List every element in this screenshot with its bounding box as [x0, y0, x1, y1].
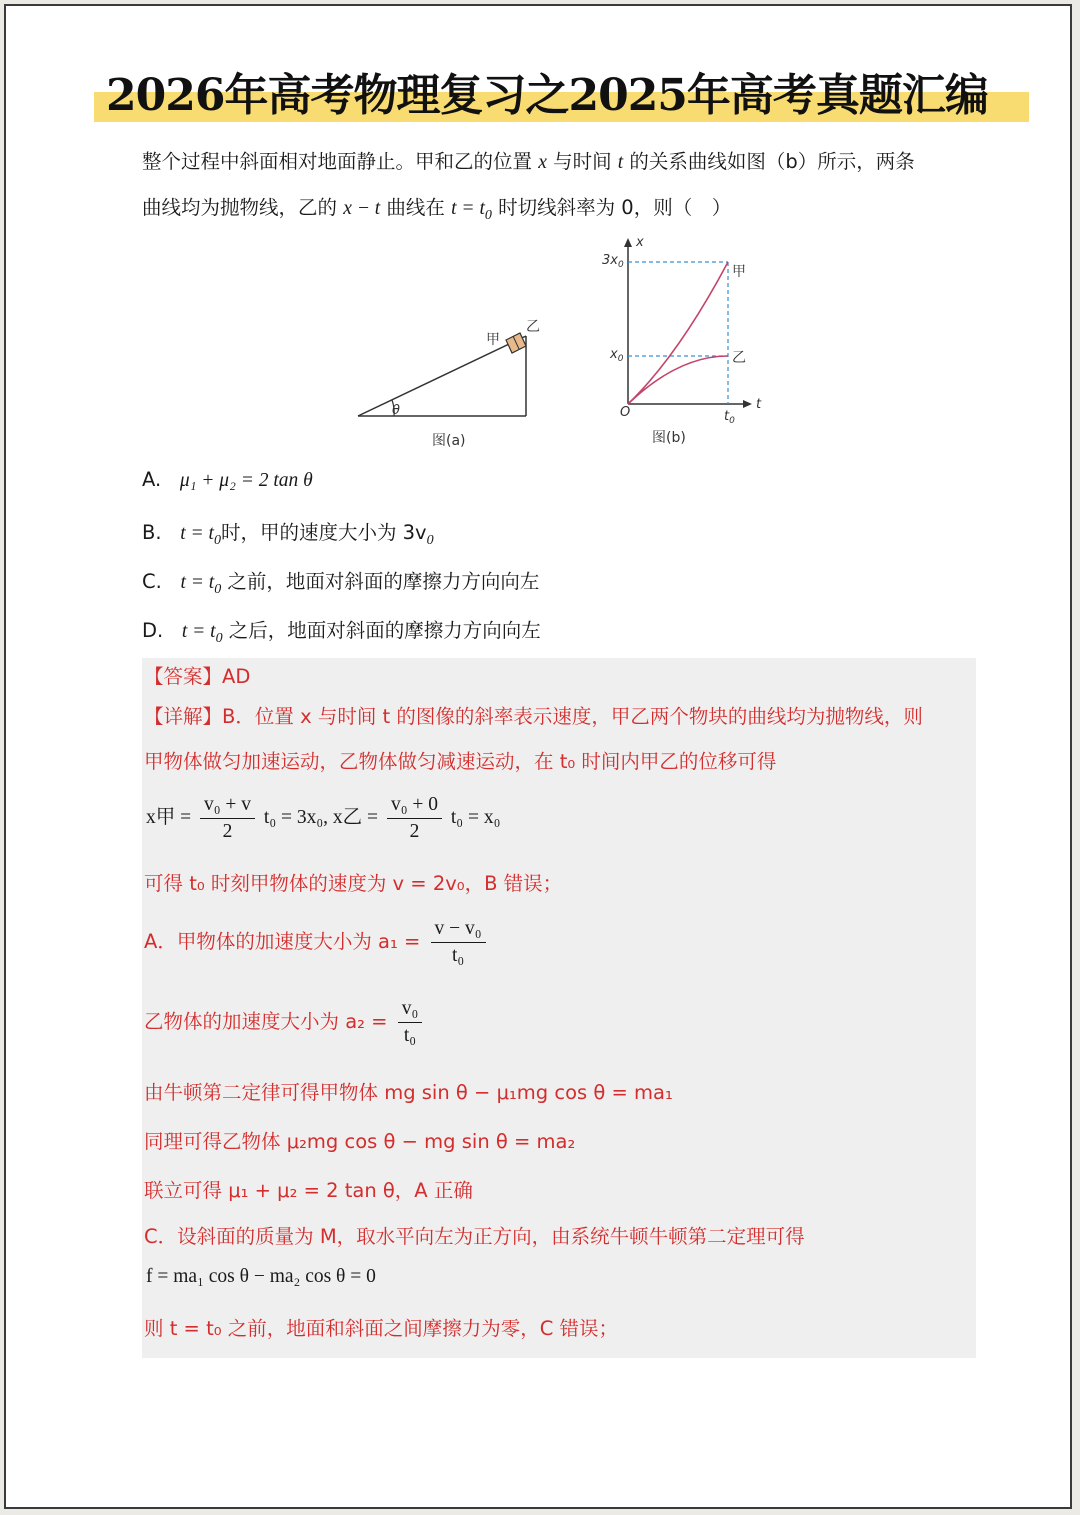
part-c-line: C．设斜面的质量为 M，取水平向左为正方向，由系统牛顿牛顿第二定理可得 [144, 1225, 805, 1248]
displacement-equation: x甲 = $\frac{\text{v₀ + v}}{2}$ t₀ = 3x₀, x乙 = $\frac{\text{v₀ + 0}}{2}$ t₀ = x₀ [146, 794, 501, 842]
friction-equation: f = ma₁ cos θ − ma₂ cos θ = 0 [146, 1266, 376, 1287]
block-icon [506, 333, 526, 353]
x-axis-label: t [756, 397, 762, 412]
result-line: 联立可得 μ₁ + μ₂ = 2 tan θ，A 正确 [144, 1179, 473, 1202]
detail-line-1: 【详解】B．位置 x 与时间 t 的图像的斜率表示速度，甲乙两个物块的曲线均为抛物线，则 [144, 705, 923, 728]
y-axis-label: x [636, 235, 644, 250]
figure-a-incline [350, 312, 550, 452]
option-b: B. $t = t_0$时，甲的速度大小为 $3v_0$ [142, 521, 434, 548]
option-a: A. μ₁ + μ₂ = 2 tan θ [142, 468, 313, 491]
curve-jia [628, 262, 728, 404]
y-tick-x0: $x_0$ [610, 347, 624, 364]
option-d: D. $t = t_0$ 之后，地面对斜面的摩擦力方向向左 [142, 619, 541, 646]
option-c: C. $t = t_0$ 之前，地面对斜面的摩擦力方向向左 [142, 570, 540, 597]
accel-a1-line: A．甲物体的加速度大小为 a₁ = $\frac{\text{v − v₀}}{\text{t₀}}$ [144, 918, 490, 967]
origin-label: O [620, 405, 631, 420]
velocity-line: 可得 t₀ 时刻甲物体的速度为 v = 2v₀，B 错误； [144, 872, 563, 895]
figure-b-graph [596, 234, 776, 452]
document-page [4, 4, 1072, 1509]
curve-label-jia: 甲 [732, 264, 746, 280]
newton-line-2: 同理可得乙物体 μ₂mg cos θ − mg sin θ = ma₂ [144, 1130, 576, 1153]
figure-a-label-yi: 乙 [526, 319, 540, 335]
accel-a2-line: 乙物体的加速度大小为 a₂ = $\frac{\text{v₀}}{\text{t₀}}$ [144, 998, 426, 1047]
curve-label-yi: 乙 [732, 350, 746, 366]
y-tick-3x0: $3x_0$ [602, 253, 624, 270]
figure-b-caption: 图(b) [652, 430, 686, 446]
figure-a-angle: θ [392, 403, 400, 418]
x-tick-t0: $t_0$ [724, 409, 735, 426]
title-block [94, 64, 1029, 128]
page-title: 2026年高考物理复习之2025年高考真题汇编 [106, 70, 988, 121]
detail-line-2: 甲物体做匀加速运动，乙物体做匀减速运动，在 t₀ 时间内甲乙的位移可得 [144, 750, 777, 773]
newton-line-1: 由牛顿第二定律可得甲物体 mg sin θ − μ₁mg cos θ = ma₁ [144, 1081, 673, 1104]
answer-line: 【答案】AD [144, 665, 251, 688]
curve-yi [628, 356, 728, 404]
question-line-2: 曲线均为抛物线，乙的 x − t 曲线在 $t = t_0$ 时切线斜率为 0，则（ ） [142, 196, 732, 223]
figure-a-label-jia: 甲 [486, 332, 500, 348]
part-c-conclusion: 则 t = t₀ 之前，地面和斜面之间摩擦力为零，C 错误； [144, 1317, 619, 1340]
question-line-1: 整个过程中斜面相对地面静止。甲和乙的位置 x 与时间 t 的关系曲线如图（b）所示，两条 [142, 150, 915, 173]
figure-a-caption: 图(a) [432, 433, 466, 449]
